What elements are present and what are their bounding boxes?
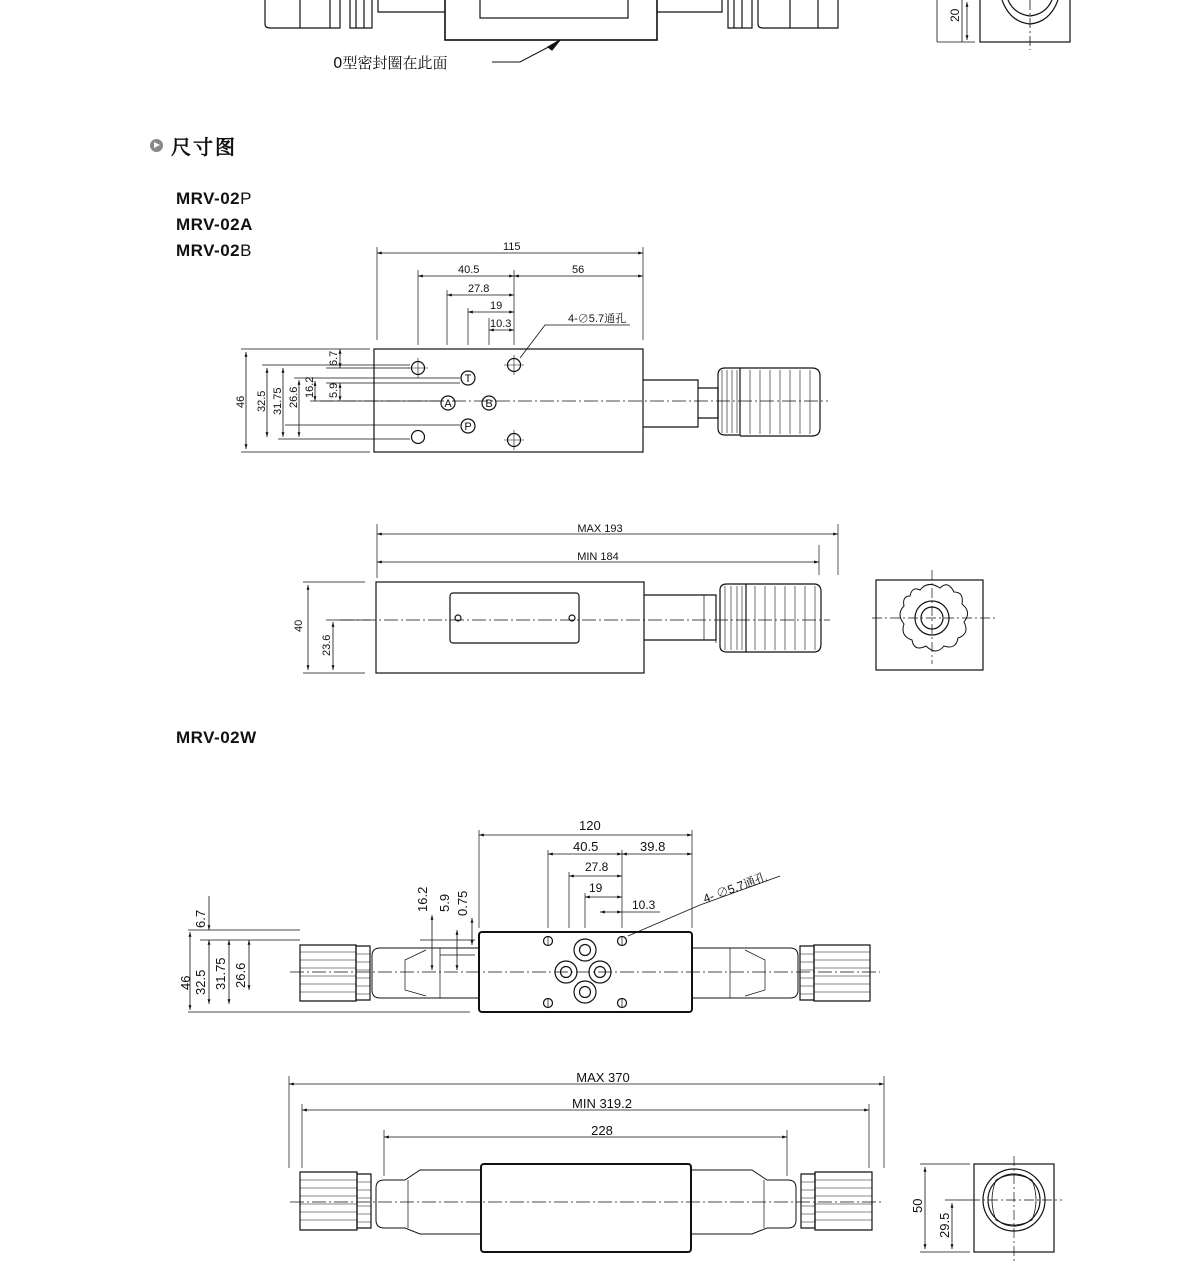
- section-title: 尺寸图: [171, 135, 237, 159]
- model-label-a: MRV-02A: [176, 215, 253, 234]
- fig4-dim-min: MIN 319.2: [572, 1096, 632, 1111]
- fig1-hole-note: 4-∅5.7通孔: [568, 313, 627, 325]
- fig3-dim-40-5: 40.5: [573, 839, 599, 854]
- fig1-port-p: P: [464, 421, 472, 433]
- fig4-dim-29-5: 29.5: [937, 1212, 952, 1238]
- fig1-dim-26-6: 26.6: [288, 386, 300, 408]
- top-dim-20: 20: [948, 8, 962, 22]
- fig1-dim-46: 46: [235, 395, 247, 408]
- fig3-dim-5-9: 5.9: [437, 893, 452, 912]
- fig3-dim-6-7: 6.7: [193, 909, 208, 928]
- fig3-dim-27-8: 27.8: [585, 860, 609, 874]
- fig1-dim-10-3: 10.3: [490, 318, 512, 330]
- fig2-labels: [293, 523, 623, 656]
- fig3-labels: [178, 818, 769, 995]
- fig3-dim-32-5: 32.5: [193, 969, 208, 995]
- fig4-dim-228: 228: [591, 1123, 613, 1138]
- fig3-dim-19: 19: [589, 881, 603, 895]
- fig3-dim-31-75: 31.75: [213, 957, 228, 990]
- fig2-dim-40: 40: [293, 619, 305, 632]
- fig4-dim-50: 50: [910, 1198, 925, 1213]
- fig1-port-b: B: [485, 398, 493, 410]
- model-label-w: MRV-02W: [176, 728, 257, 747]
- fig1-dim-6-7: 6.7: [328, 350, 340, 366]
- fig3-dim-0-75: 0.75: [455, 890, 470, 916]
- fig2-dim-23-6: 23.6: [321, 634, 333, 656]
- fig3-dim-16-2: 16.2: [415, 886, 430, 912]
- fig1-dim-5-9: 5.9: [328, 382, 340, 398]
- fig1-dim-19: 19: [490, 300, 503, 312]
- fig3-dim-46: 46: [178, 975, 193, 990]
- fig1-port-a: A: [444, 398, 452, 410]
- fig3-dim-39-8: 39.8: [640, 839, 666, 854]
- fig1-dim-16-2: 16.2: [304, 376, 316, 398]
- top-caption: 0型密封圈在此面: [333, 54, 448, 72]
- fig3-dim-26-6: 26.6: [233, 962, 248, 988]
- fig3-top-view: [188, 830, 880, 1012]
- model-label-p: MRV-02P: [176, 189, 252, 208]
- fig1-top-view: [241, 247, 828, 452]
- fig3-hole-note: 4- ∅5.7通孔: [701, 869, 769, 906]
- fig1-labels: [235, 241, 626, 433]
- fig2-side-view: [303, 524, 996, 673]
- fig1-dim-32-5: 32.5: [256, 390, 268, 412]
- fig4-dim-max: MAX 370: [576, 1070, 630, 1085]
- model-label-b: MRV-02B: [176, 241, 252, 260]
- fig1-dim-115: 115: [503, 241, 521, 253]
- fig1-port-t: T: [464, 373, 472, 385]
- fig1-dim-27-8: 27.8: [468, 283, 490, 295]
- fig3-dim-10-3: 10.3: [632, 898, 656, 912]
- fig3-dim-120: 120: [579, 818, 601, 833]
- fig2-dim-min: MIN 184: [577, 551, 619, 563]
- fig1-dim-31-75: 31.75: [272, 387, 284, 415]
- fig1-dim-56: 56: [572, 264, 585, 276]
- fig4-labels: [572, 1070, 952, 1238]
- fig1-dim-40-5: 40.5: [458, 264, 480, 276]
- fig2-dim-max: MAX 193: [577, 523, 623, 535]
